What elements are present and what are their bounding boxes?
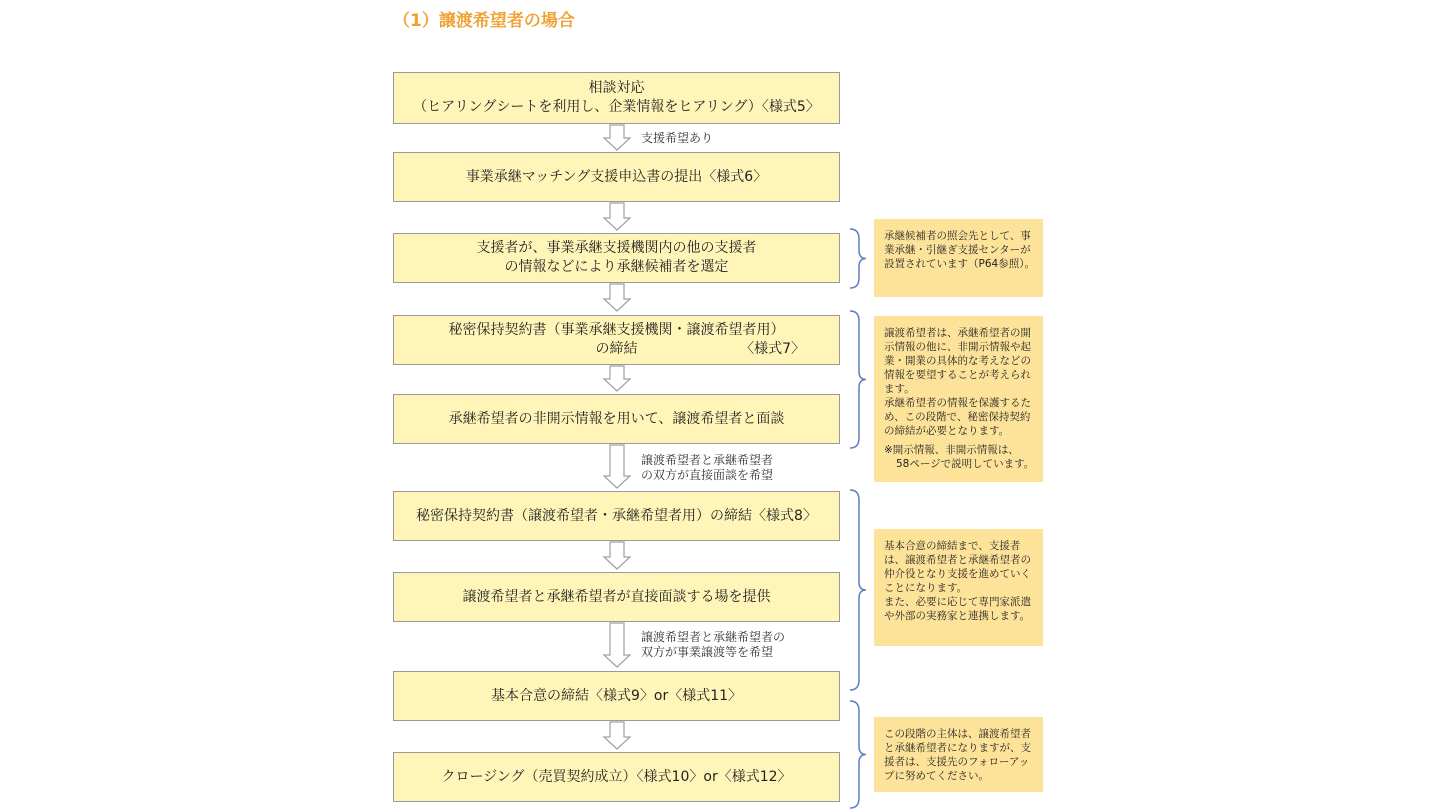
step-line: 相談対応: [588, 80, 645, 96]
arrow-label-line: 支援希望あり: [641, 131, 714, 145]
step-closing: [393, 752, 840, 802]
arrow-label-transfer-requested: [641, 630, 785, 660]
flow-arrow: [604, 203, 630, 230]
step-line: （ヒアリングシートを利用し、企業情報をヒアリング）〈様式5〉: [413, 99, 820, 115]
step-line: の締結: [595, 341, 638, 357]
note-follow-up: [874, 717, 1043, 792]
note-text: 譲渡希望者は、承継希望者の開示情報の他に、非開示情報や起業・開業の具体的な考えなどの情報を要望することが考えられます。: [884, 327, 1031, 395]
step-line: 承継希望者の非開示情報を用いて、譲渡希望者と面談: [448, 410, 785, 427]
note-text: 承継候補者の照会先として、事業承継・引継ぎ支援センターが設置されています（P64参照）。: [884, 230, 1035, 270]
curly-bracket: [850, 490, 866, 690]
note-information-protection: [874, 316, 1043, 482]
note-reference: [884, 443, 1035, 471]
step-consultation: [393, 72, 840, 124]
step-line: 秘密保持契約書（譲渡希望者・承継希望者用）の締結〈様式8〉: [416, 507, 817, 524]
step-line: 秘密保持契約書（事業承継支援機関・譲渡希望者用）: [448, 322, 785, 338]
page-title: （1）譲渡希望者の場合: [393, 11, 575, 31]
arrow-label-line: の双方が直接面談を希望: [641, 468, 774, 482]
note-candidate-referral: [874, 219, 1043, 297]
step-basic-agreement: [393, 671, 840, 721]
step-line: 基本合意の締結〈様式9〉or〈様式11〉: [490, 687, 743, 704]
step-direct-meeting: [393, 572, 840, 622]
step-line: 事業承継マッチング支援申込書の提出〈様式6〉: [465, 168, 768, 185]
step-anonymous-meeting: [393, 394, 840, 444]
step-nda-parties: [393, 491, 840, 541]
step-line: の情報などにより承継候補者を選定: [504, 259, 729, 275]
note-text: また、必要に応じて専門家派遣や外部の実務家と連携します。: [884, 596, 1031, 622]
arrow-label-line: 双方が事業譲渡等を希望: [641, 645, 774, 659]
step-line-with-form: [394, 340, 839, 359]
step-application: [393, 152, 840, 202]
note-text: 基本合意の締結まで、支援者は、譲渡希望者と承継希望者の仲介役となり支援を進めていくことになります。: [884, 540, 1031, 594]
curly-bracket: [850, 229, 866, 288]
flow-arrow: [604, 445, 630, 488]
note-reference-line: ※開示情報、非開示情報は、: [884, 444, 1019, 456]
arrow-label-line: 譲渡希望者と承継希望者: [641, 453, 774, 467]
note-text: 承継希望者の情報を保護するため、この段階で、秘密保持契約の締結が必要となります。: [884, 397, 1031, 437]
arrow-label-support-requested: [641, 131, 713, 146]
note-reference-line: 58ページで説明しています。: [896, 458, 1035, 470]
step-nda-institution: [393, 315, 840, 365]
flow-arrow: [604, 125, 630, 150]
step-line: 支援者が、事業承継支援機関内の他の支援者: [476, 240, 757, 256]
flow-arrow: [604, 623, 630, 667]
flow-arrow: [604, 366, 630, 391]
step-line: 譲渡希望者と承継希望者が直接面談する場を提供: [462, 588, 771, 605]
arrow-label-line: 譲渡希望者と承継希望者の: [641, 630, 786, 644]
flow-arrow: [604, 722, 630, 749]
note-text: この段階の主体は、譲渡希望者と承継希望者になりますが、支援者は、支援先のフォローアップに努めてください。: [884, 728, 1031, 782]
curly-bracket: [850, 701, 866, 808]
arrow-label-direct-meeting-requested: [641, 453, 773, 483]
curly-bracket: [850, 311, 866, 448]
step-line: クロージング（売買契約成立）〈様式10〉or〈様式12〉: [441, 768, 792, 785]
form-reference: 〈様式7〉: [740, 341, 805, 357]
flow-arrow: [604, 542, 630, 569]
flow-arrow: [604, 284, 630, 311]
note-brackets: [850, 229, 866, 808]
step-candidate-selection: [393, 233, 840, 283]
note-intermediary-role: [874, 529, 1043, 646]
